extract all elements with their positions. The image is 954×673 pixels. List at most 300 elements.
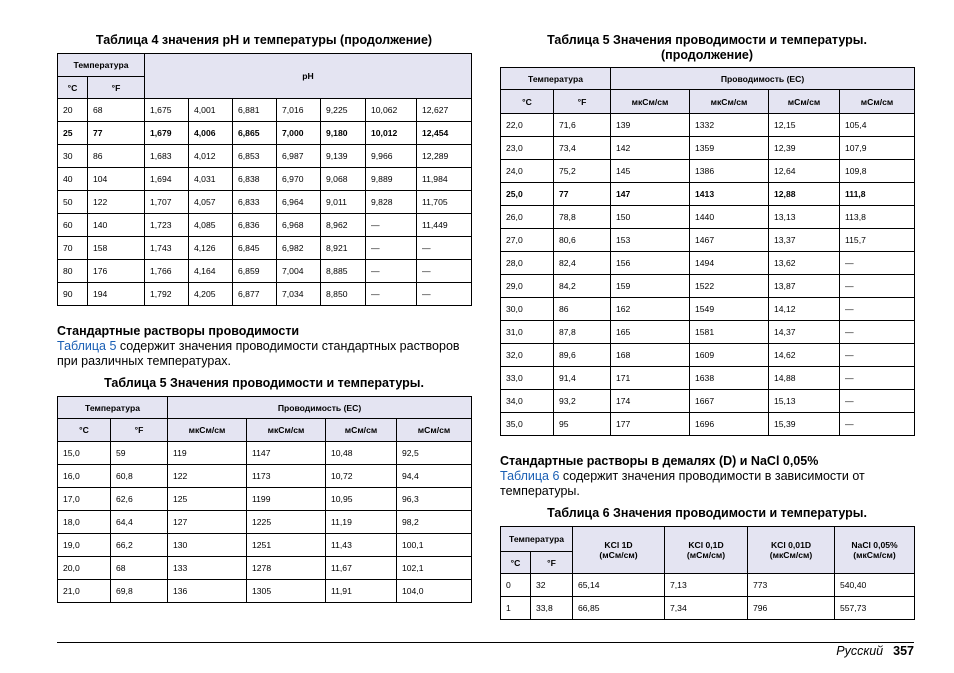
table-cell: 158 [88,237,145,260]
table5a-header-unit: мСм/см [326,419,397,442]
table4-grid [57,53,472,306]
table-cell: 26,0 [501,206,554,229]
table-row [58,442,472,465]
table-cell: 122 [88,191,145,214]
table-cell: 6,845 [233,237,277,260]
table6-header-kcl001d-label: KCl 0,01D [770,540,812,550]
table6-header-kcl1d [573,527,665,574]
table-cell: 11,449 [417,214,472,237]
table-cell: — [840,321,915,344]
table-cell: 1199 [247,488,326,511]
table5a-caption-wrap [57,376,471,391]
table-cell: 9,225 [321,99,366,122]
table-cell: 90 [58,283,88,306]
table-cell: 19,0 [58,534,111,557]
table5b-header-unit: мкСм/см [690,90,769,114]
table-cell: 16,0 [58,465,111,488]
table6-header-f: °F [531,552,573,574]
table-cell: 18,0 [58,511,111,534]
table-cell: 4,205 [189,283,233,306]
table6-caption-wrap [500,506,914,521]
table-cell: — [840,252,915,275]
table6-header-kcl01d [665,527,748,574]
table-cell: 115,7 [840,229,915,252]
table-cell: 125 [168,488,247,511]
table-cell: 11,43 [326,534,397,557]
conductivity-paragraph [57,339,471,369]
table-cell: 6,877 [233,283,277,306]
table-cell: — [840,298,915,321]
table-cell: 104,0 [397,580,472,603]
table-cell: 15,0 [58,442,111,465]
table-cell: 13,13 [769,206,840,229]
table6-caption: Таблица 6 Значения проводимости и температуры. [547,506,867,520]
table-cell: — [840,413,915,436]
table-cell: 87,8 [554,321,611,344]
table-row [58,237,472,260]
table-cell: 12,15 [769,114,840,137]
table-cell: 7,004 [277,260,321,283]
left-column [57,33,471,48]
table-cell: 159 [611,275,690,298]
table-cell: 23,0 [501,137,554,160]
table5-link[interactable]: Таблица 5 [57,339,117,353]
table-row [58,534,472,557]
table-cell: 15,13 [769,390,840,413]
table-cell: 11,984 [417,168,472,191]
table-cell: 557,73 [835,597,915,620]
table-cell: 4,001 [189,99,233,122]
table-cell: 15,39 [769,413,840,436]
table-cell: 109,8 [840,160,915,183]
table6-header-c: °C [501,552,531,574]
table4-header-c: °C [58,77,88,99]
table4 [57,53,471,306]
table-cell: 22,0 [501,114,554,137]
table5b-header-ec: Проводимость (EC) [611,68,915,90]
table6-grid [500,526,915,620]
table4-body [58,99,472,306]
table-cell: 31,0 [501,321,554,344]
table-cell: 1440 [690,206,769,229]
table6-link[interactable]: Таблица 6 [500,469,560,483]
table-cell: 68 [88,99,145,122]
table-row [58,99,472,122]
table-cell: — [366,237,417,260]
table-cell: 6,865 [233,122,277,145]
table-cell: 9,011 [321,191,366,214]
table-cell: 8,885 [321,260,366,283]
table5a-header-unit: мкСм/см [247,419,326,442]
table-cell: 13,62 [769,252,840,275]
table-cell: 70 [58,237,88,260]
table-cell: 77 [88,122,145,145]
table-cell: 13,37 [769,229,840,252]
table-cell: 127 [168,511,247,534]
table-cell: 91,4 [554,367,611,390]
demal-paragraph [500,469,914,499]
table-cell: 1,683 [145,145,189,168]
table-row [58,168,472,191]
table-cell: 1359 [690,137,769,160]
table-cell: 82,4 [554,252,611,275]
table-cell: — [366,214,417,237]
table-cell: 145 [611,160,690,183]
table-cell: 12,454 [417,122,472,145]
table-cell: 32 [531,574,573,597]
table-cell: 30 [58,145,88,168]
table5b-header-unit: мСм/см [840,90,915,114]
table-cell: 1305 [247,580,326,603]
table-row [501,229,915,252]
table-row [58,191,472,214]
table-cell: 92,5 [397,442,472,465]
page-number: 357 [893,644,914,658]
table-cell: 60 [58,214,88,237]
table-cell: 6,859 [233,260,277,283]
table-cell: 6,836 [233,214,277,237]
table-cell: 14,12 [769,298,840,321]
table5a-header-unit: мкСм/см [168,419,247,442]
table4-header-temperature: Температура [58,54,145,77]
table5a [57,396,471,603]
table4-header-f: °F [88,77,145,99]
table-row [58,511,472,534]
table-cell: 8,921 [321,237,366,260]
table-cell: 34,0 [501,390,554,413]
table5b-header-unit: мкСм/см [611,90,690,114]
table-cell: 75,2 [554,160,611,183]
table6-header-temperature: Температура [501,527,573,552]
table-cell: 11,91 [326,580,397,603]
table-cell: 78,8 [554,206,611,229]
table-cell: 1,743 [145,237,189,260]
table-cell: 95 [554,413,611,436]
table-row [501,390,915,413]
table-cell: 168 [611,344,690,367]
table6-header-kcl01d-label: KCl 0,1D [688,540,724,550]
table-cell: 6,964 [277,191,321,214]
table-cell: 133 [168,557,247,580]
table-cell: 1173 [247,465,326,488]
table4-header-ph: pH [145,54,472,99]
table-cell: 1549 [690,298,769,321]
table-cell: 9,828 [366,191,417,214]
table-cell: 33,8 [531,597,573,620]
table-row [58,283,472,306]
table5b-caption: Таблица 5 Значения проводимости и температуры. (продолжение) [547,33,867,62]
demal-text: содержит значения проводимости в зависимости от температуры. [500,469,865,498]
table-cell: 1278 [247,557,326,580]
table-cell: 80,6 [554,229,611,252]
table-cell: 13,87 [769,275,840,298]
table-row [501,206,915,229]
table5b-header-f: °F [554,90,611,114]
table-cell: 4,031 [189,168,233,191]
table-cell: 107,9 [840,137,915,160]
table-cell: 176 [88,260,145,283]
table-cell: 20 [58,99,88,122]
table-cell: 10,012 [366,122,417,145]
table5a-caption: Таблица 5 Значения проводимости и температуры. [104,376,424,390]
table6-header-nacl-unit: (мкСм/см) [853,550,896,560]
table-cell: 11,67 [326,557,397,580]
table-row [501,275,915,298]
table-cell: 73,4 [554,137,611,160]
table-row [501,114,915,137]
table-cell: 65,14 [573,574,665,597]
table-row [501,183,915,206]
table-cell: 150 [611,206,690,229]
table-cell: 156 [611,252,690,275]
table-cell: 1,723 [145,214,189,237]
conductivity-text: содержит значения проводимости стандартных растворов при различных температурах. [57,339,460,368]
table-cell: 7,34 [665,597,748,620]
table-cell: 62,6 [111,488,168,511]
table-cell: 1225 [247,511,326,534]
table-cell: 100,1 [397,534,472,557]
table-cell: 60,8 [111,465,168,488]
table-cell: 1609 [690,344,769,367]
table6-header-kcl1d-label: KCl 1D [604,540,633,550]
table-cell: 25,0 [501,183,554,206]
table-cell: 35,0 [501,413,554,436]
table-cell: 1 [501,597,531,620]
table6-body [501,574,915,620]
table-cell: 6,968 [277,214,321,237]
table-cell: 1638 [690,367,769,390]
table-cell: 1494 [690,252,769,275]
table-cell: 11,705 [417,191,472,214]
table-cell: 4,012 [189,145,233,168]
table-row [501,367,915,390]
table-cell: 33,0 [501,367,554,390]
table-row [501,137,915,160]
table-cell: 773 [748,574,835,597]
table-row [58,488,472,511]
table-cell: 28,0 [501,252,554,275]
table5b-header-c: °C [501,90,554,114]
table-cell: 136 [168,580,247,603]
table-row [58,260,472,283]
table-cell: 162 [611,298,690,321]
table-cell: 1413 [690,183,769,206]
table-cell: 94,4 [397,465,472,488]
table-cell: 96,3 [397,488,472,511]
table-cell: 71,6 [554,114,611,137]
table-cell: 80 [58,260,88,283]
table-cell: 4,006 [189,122,233,145]
table-cell: 98,2 [397,511,472,534]
table-cell: 10,95 [326,488,397,511]
table-cell: 10,062 [366,99,417,122]
table-cell: 30,0 [501,298,554,321]
table-cell: 796 [748,597,835,620]
table-cell: 1332 [690,114,769,137]
table5b-header-unit: мСм/см [769,90,840,114]
table-cell: 25 [58,122,88,145]
table-cell: 64,4 [111,511,168,534]
demal-heading: Стандартные растворы в демалях (D) и NaCl 0,05% [500,454,819,468]
table-cell: 1,766 [145,260,189,283]
table-cell: 14,62 [769,344,840,367]
table5b-caption-wrap [500,33,914,63]
table-cell: 1667 [690,390,769,413]
table-cell: 32,0 [501,344,554,367]
table-cell: 20,0 [58,557,111,580]
table-cell: 122 [168,465,247,488]
table-cell: 10,48 [326,442,397,465]
table-cell: 10,72 [326,465,397,488]
table-cell: 27,0 [501,229,554,252]
table-cell: 140 [88,214,145,237]
table6-header-kcl001d [748,527,835,574]
table-cell: 12,289 [417,145,472,168]
table-cell: 139 [611,114,690,137]
table-cell: 130 [168,534,247,557]
table-row [501,344,915,367]
table-cell: 6,833 [233,191,277,214]
table-cell: 540,40 [835,574,915,597]
table-cell: 11,19 [326,511,397,534]
table-cell: 1147 [247,442,326,465]
table-cell: 7,13 [665,574,748,597]
table-cell: — [840,275,915,298]
table-cell: — [366,283,417,306]
table-row [58,580,472,603]
table-cell: — [840,367,915,390]
table-cell: 66,2 [111,534,168,557]
table-row [58,145,472,168]
table5b-header-temperature: Температура [501,68,611,90]
table-cell: 24,0 [501,160,554,183]
table-cell: 6,838 [233,168,277,191]
table-cell: 1386 [690,160,769,183]
table-cell: 59 [111,442,168,465]
table-cell: 84,2 [554,275,611,298]
table-cell: 14,37 [769,321,840,344]
footer-language: Русский [836,644,884,658]
table-cell: 177 [611,413,690,436]
table5a-header-ec: Проводимость (EC) [168,397,472,419]
table-cell: 29,0 [501,275,554,298]
table-row [58,557,472,580]
table4-caption: Таблица 4 значения pH и температуры (продолжение) [95,33,433,47]
table-row [58,214,472,237]
table-cell: 119 [168,442,247,465]
table-cell: 4,085 [189,214,233,237]
footer [836,644,914,658]
table-cell: 6,970 [277,168,321,191]
table-cell: 1581 [690,321,769,344]
table-cell: 6,853 [233,145,277,168]
table-cell: 50 [58,191,88,214]
table-cell: — [840,390,915,413]
table-row [501,574,915,597]
table-cell: 93,2 [554,390,611,413]
table-cell: 104 [88,168,145,191]
table-cell: 68 [111,557,168,580]
table6 [500,526,914,620]
table-cell: 6,881 [233,99,277,122]
table-cell: 7,000 [277,122,321,145]
table-cell: 7,016 [277,99,321,122]
table-cell: 8,962 [321,214,366,237]
table-cell: 14,88 [769,367,840,390]
table-cell: 4,164 [189,260,233,283]
table6-header-kcl01d-unit: (мСм/см) [686,550,726,560]
table-cell: 6,987 [277,145,321,168]
table-cell: — [366,260,417,283]
demal-section [500,454,914,499]
table-cell: 1522 [690,275,769,298]
table-cell: 153 [611,229,690,252]
table5b-grid [500,67,915,436]
table-cell: 4,057 [189,191,233,214]
table-cell: 12,627 [417,99,472,122]
table-cell: 9,966 [366,145,417,168]
table-cell: 1696 [690,413,769,436]
table-row [58,122,472,145]
table-cell: 0 [501,574,531,597]
table-cell: 40 [58,168,88,191]
table-cell: 89,6 [554,344,611,367]
table-cell: 1,694 [145,168,189,191]
table-cell: — [840,344,915,367]
table-cell: 102,1 [397,557,472,580]
table-cell: 77 [554,183,611,206]
table-cell: 21,0 [58,580,111,603]
table-cell: 9,180 [321,122,366,145]
table-cell: — [417,260,472,283]
table6-header-nacl-label: NaCl 0,05% [851,540,898,550]
table-cell: 1,707 [145,191,189,214]
table5a-header-c: °C [58,419,111,442]
table-cell: 6,982 [277,237,321,260]
table5a-header-unit: мСм/см [397,419,472,442]
table-cell: 17,0 [58,488,111,511]
table5b [500,67,914,436]
table-cell: 69,8 [111,580,168,603]
table-cell: 86 [554,298,611,321]
table-row [501,298,915,321]
table-cell: 1,675 [145,99,189,122]
table-cell: 171 [611,367,690,390]
table-cell: 194 [88,283,145,306]
table5a-header-temperature: Температура [58,397,168,419]
table6-header-nacl [835,527,915,574]
table6-header-kcl1d-unit: (мСм/см) [599,550,638,560]
table5a-body [58,442,472,603]
table5a-header-f: °F [111,419,168,442]
table-cell: 165 [611,321,690,344]
conductivity-heading: Стандартные растворы проводимости [57,324,300,338]
table-cell: 174 [611,390,690,413]
conductivity-section [57,324,471,369]
footer-rule [57,642,914,643]
table-cell: 66,85 [573,597,665,620]
table5a-grid [57,396,472,603]
table-row [501,597,915,620]
table-cell: 12,64 [769,160,840,183]
table-cell: 12,39 [769,137,840,160]
table-cell: 4,126 [189,237,233,260]
table6-header-kcl001d-unit: (мкСм/см) [769,550,813,560]
table-row [501,252,915,275]
table-row [501,160,915,183]
table-cell: 1251 [247,534,326,557]
table-cell: — [417,283,472,306]
